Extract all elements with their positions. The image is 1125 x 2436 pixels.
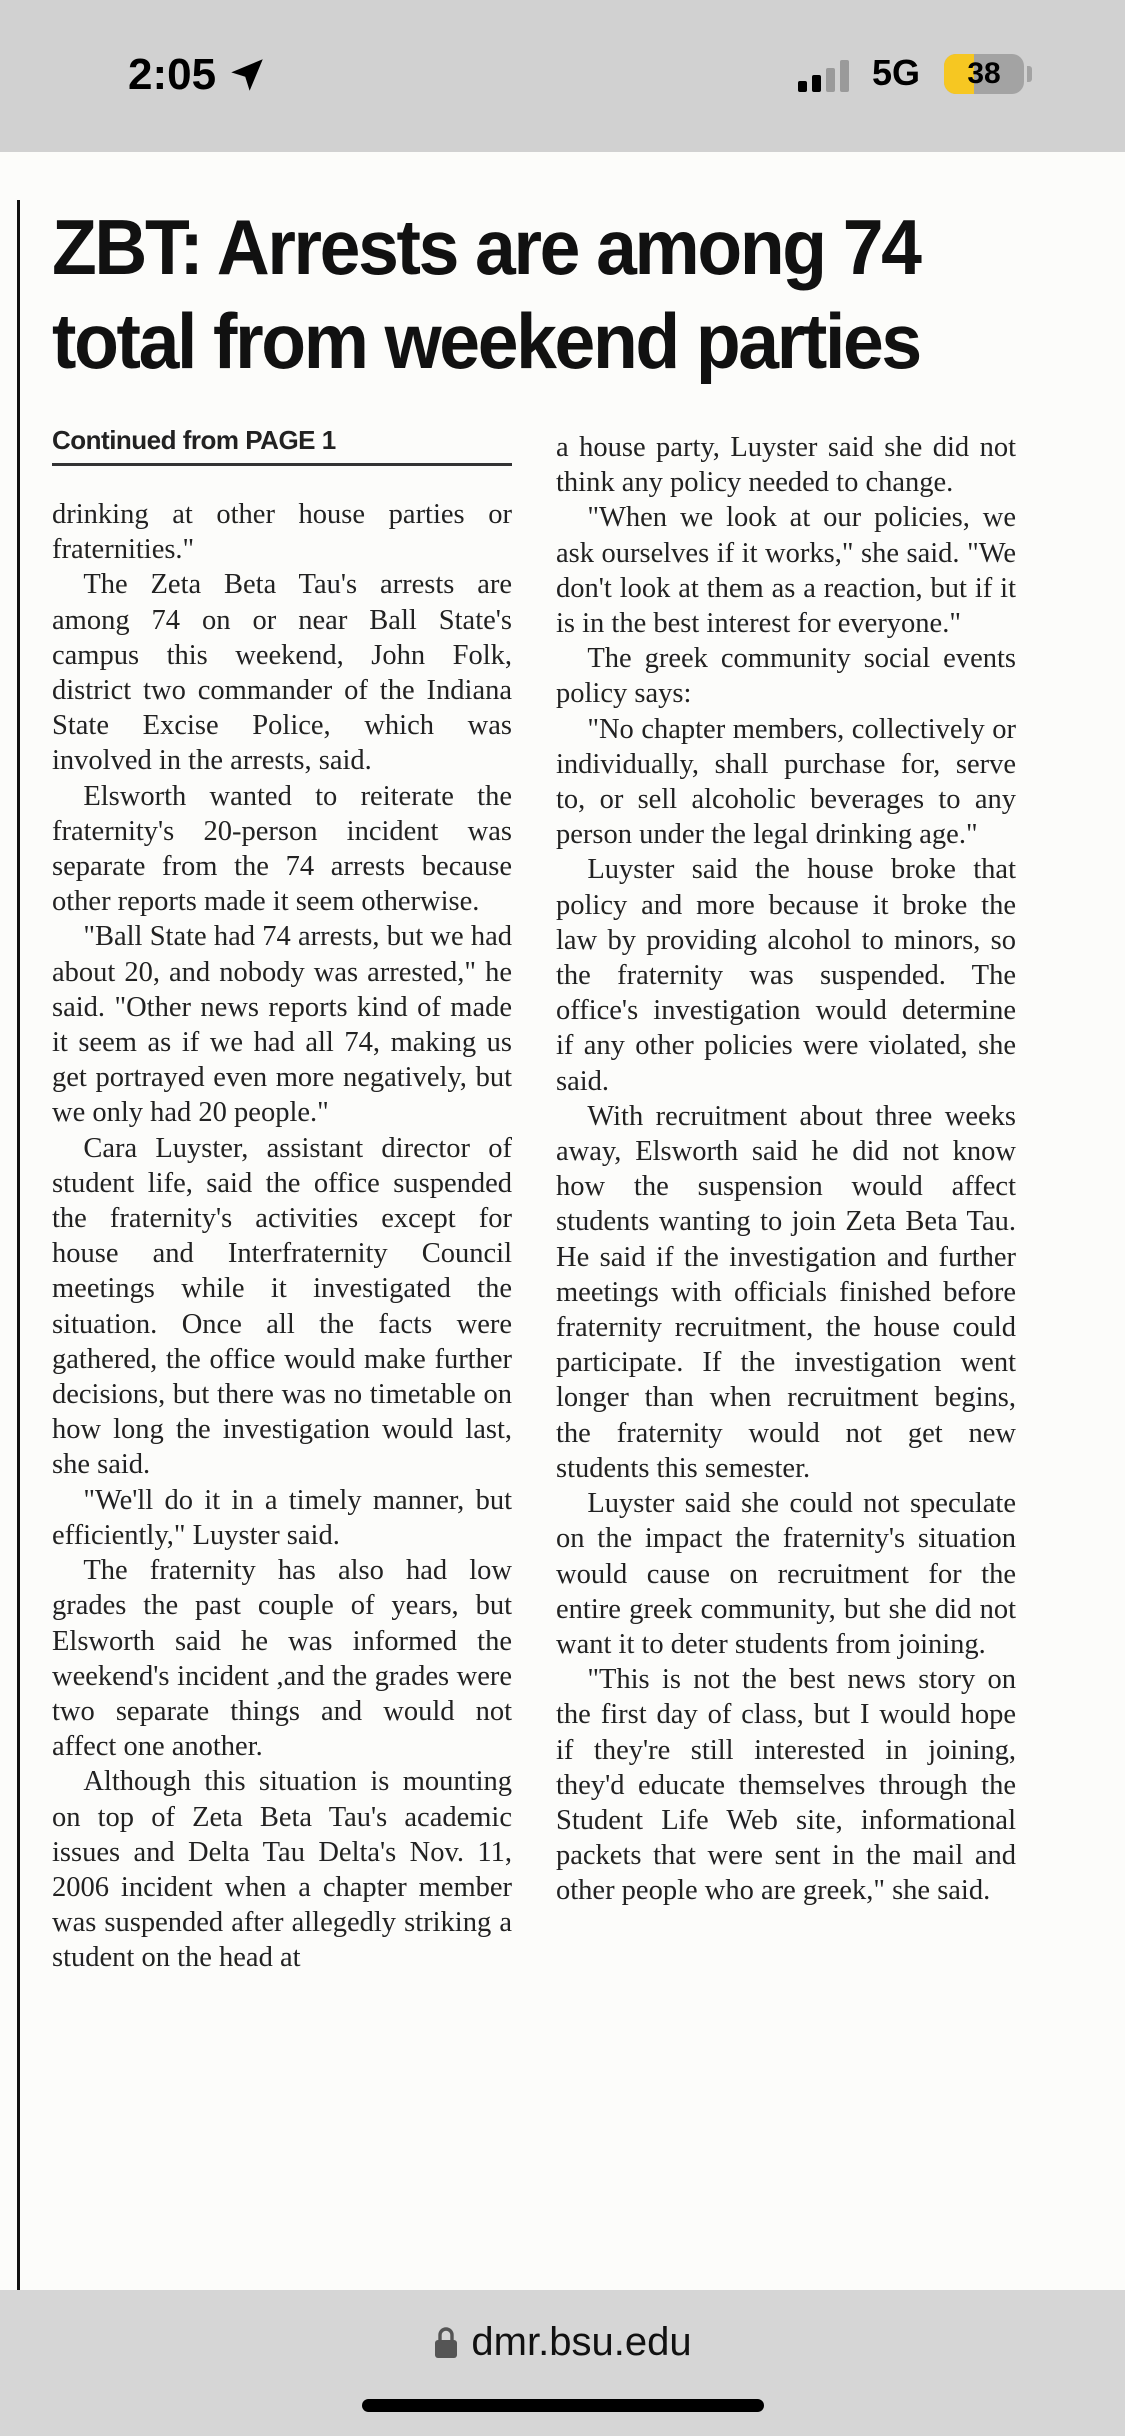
continued-line: Continued from PAGE 1 [52, 425, 336, 455]
paragraph: "When we look at our policies, we ask ourselves if it works," she said. "We don't look at them as a reaction, but if it is in the best interest for everyone." [556, 502, 1016, 640]
cellular-signal-icon [798, 58, 849, 92]
paragraph: "No chapter members, collectively or individually, shall purchase for, serve to, or sell alcoholic beverages to any person under the legal drinking age." [556, 713, 1016, 851]
paragraph: With recruitment about three weeks away, Elsworth said he did not know how the suspension would affect students wanting to join Zeta Beta Tau. He said if the investigation and further meetings with officials finished before fraternity recruitment, the house could participate. If the investigation went longer than when recruitment begins, the fraternity would not get new students this semester. [556, 1100, 1016, 1484]
lock-icon [433, 2326, 459, 2360]
headline-text: Arrests are among 74 total from weekend parties [52, 203, 920, 385]
article-column-1 [52, 497, 512, 1976]
paragraph: "Ball State had 74 arrests, but we had about 20, and nobody was arrested," he said. "Other news reports kind of made it seem as if we had all 74, making us get portrayed even more negatively, but we only had 20 people." [52, 921, 512, 1129]
paragraph: a house party, Luyster said she did not think any policy needed to change. [556, 432, 1016, 499]
network-type: 5G [872, 52, 921, 93]
paragraph: Luyster said she could not speculate on the impact the fraternity's situation would cause on recruitment for the entire greek community, but she did not want it to deter students from joining. [556, 1488, 1016, 1660]
paragraph: The greek community social events policy says: [556, 643, 1016, 710]
time-text: 2:05 [128, 50, 217, 99]
continued-rule [52, 463, 512, 466]
paragraph: Luyster said the house broke that policy and more because it broke the law by providing alcohol to minors, so the fraternity was suspended. The office's investigation would determine if any other policies were violated, she said. [556, 854, 1016, 1097]
paragraph: Elsworth wanted to reiterate the fraternity's 20-person incident was separate from the 74 arrests because other reports made it seem otherwise. [52, 780, 512, 918]
article-headline [52, 200, 1030, 388]
battery-icon [944, 54, 1024, 94]
paragraph: Although this situation is mounting on top of Zeta Beta Tau's academic issues and Delta Tau Delta's Nov. 11, 2006 incident when a chapter member was suspended after allegedly striking a student on the head at [52, 1766, 512, 1974]
paragraph: drinking at other house parties or fraternities." [52, 499, 512, 566]
battery-tip [1027, 66, 1032, 82]
status-time [128, 50, 268, 100]
browser-address-bar[interactable] [0, 2290, 1125, 2436]
column-rule [17, 200, 20, 2290]
paragraph: The Zeta Beta Tau's arrests are among 74 on or near Ball State's campus this weekend, John Folk, district two commander of the Indiana State Excise Police, which was involved in the arrests, said. [52, 569, 512, 777]
headline-kicker: ZBT: [52, 203, 202, 291]
url-text[interactable]: dmr.bsu.edu [471, 2320, 692, 2364]
location-arrow-icon [226, 54, 268, 96]
paragraph: The fraternity has also had low grades the past couple of years, but Elsworth said he was informed the weekend's incident ,and the grades were two separate things and would not affect one another. [52, 1555, 512, 1763]
status-bar [0, 0, 1125, 152]
battery-percent: 38 [967, 57, 1001, 90]
url-display[interactable] [0, 2320, 1125, 2365]
paragraph: "This is not the best news story on the first day of class, but I would hope if they're still interested in joining, they'd educate themselves through the Student Life Web site, informational packets that were sent in the mail and other people who are greek," she said. [556, 1664, 1016, 1907]
paragraph: "We'll do it in a timely manner, but efficiently," Luyster said. [52, 1484, 512, 1551]
article-column-2 [556, 430, 1016, 1909]
home-indicator[interactable] [362, 2399, 764, 2412]
paragraph: Cara Luyster, assistant director of student life, said the office suspended the fraternity's activities except for house and Interfraternity Council meetings while it investigated the situation. Once all the facts were gathered, the office would make further decisions, but there was no timetable on how long the investigation would last, she said. [52, 1132, 512, 1481]
